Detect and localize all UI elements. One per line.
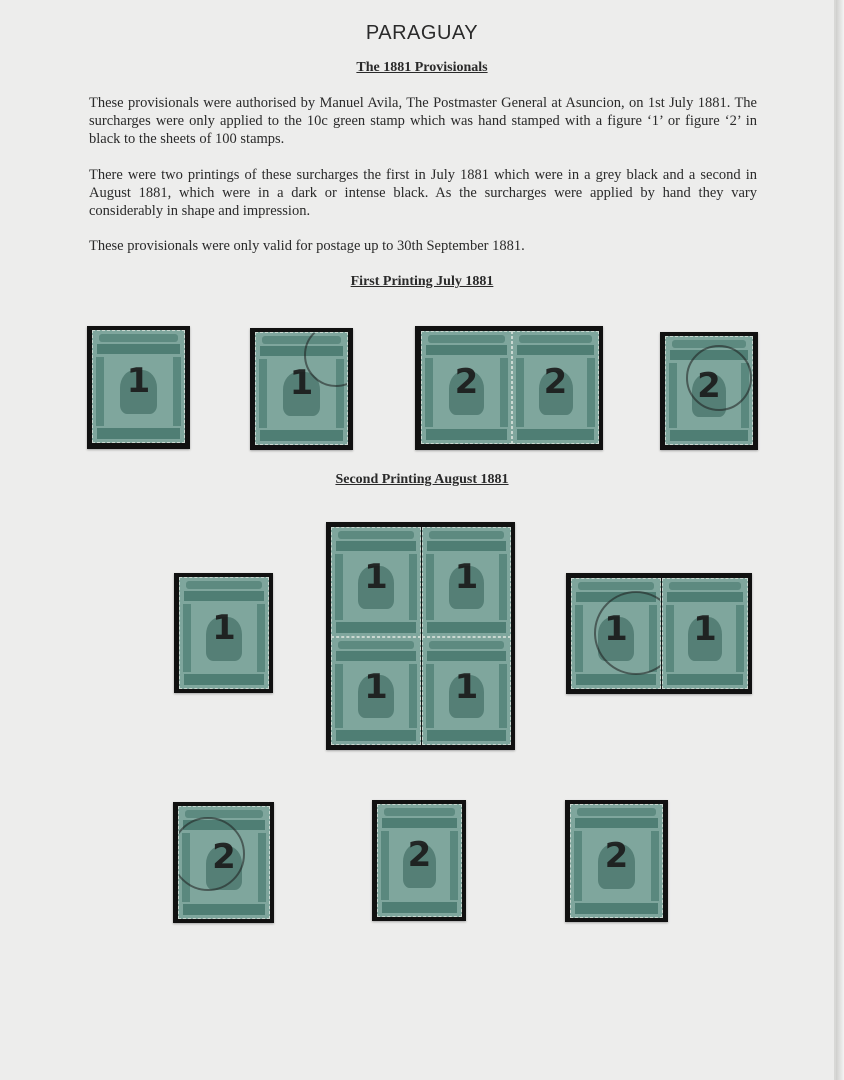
stamp-10c-surcharge-1 (422, 527, 511, 637)
surcharge-figure: 2 (212, 837, 236, 878)
stamp-10c-surcharge-1 (571, 578, 661, 689)
stamp-10c-surcharge-2 (178, 806, 270, 919)
stamp-10c-surcharge-2 (665, 336, 753, 445)
surcharge-figure: 2 (543, 362, 568, 403)
stamp-pair-mount (415, 326, 603, 450)
surcharge-figure: 1 (126, 361, 151, 402)
stamp-mount (250, 328, 353, 450)
surcharge-figure: 2 (454, 362, 479, 403)
surcharge-figure: 2 (604, 835, 629, 876)
stamp-mount (372, 800, 466, 921)
stamp-pair-mount (566, 573, 752, 694)
stamp-10c-surcharge-1 (255, 332, 348, 445)
stamp-mount (565, 800, 668, 922)
page-subtitle: The 1881 Provisionals (356, 60, 488, 75)
surcharge-figure: 1 (454, 666, 479, 707)
stamp-10c-surcharge-2 (377, 804, 462, 917)
stamp-mount (87, 326, 190, 449)
stamp-10c-surcharge-1 (331, 527, 421, 637)
surcharge-figure: 1 (454, 557, 479, 598)
surcharge-figure: 1 (693, 608, 717, 649)
surcharge-figure: 1 (364, 666, 388, 707)
surcharge-figure: 1 (604, 608, 628, 649)
surcharge-figure: 1 (289, 363, 314, 404)
validity-paragraph: These provisionals were only valid for postage up to 30th September 1881. (89, 238, 525, 254)
intro-paragraph: These provisionals were authorised by Manuel Avila, The Postmaster General at Asuncion, on 1st July 1881. The surcharges were only applied to the 10c green stamp which was hand stamped with a figure ‘1’ or figure ‘2’ in black to the sheets of 100 stamps. (89, 95, 757, 147)
surcharge-figure: 1 (364, 557, 388, 598)
stamp-10c-surcharge-2 (421, 331, 512, 444)
surcharge-figure: 2 (697, 366, 721, 407)
stamp-mount (660, 332, 758, 450)
stamp-block-mount (326, 522, 515, 750)
stamp-10c-surcharge-2 (512, 331, 599, 444)
surcharge-figure: 2 (407, 835, 432, 876)
first-printing-heading: First Printing July 1881 (350, 274, 494, 289)
page-edge (836, 0, 844, 1080)
stamp-mount (173, 802, 274, 923)
printings-paragraph: There were two printings of these surcharges the first in July 1881 which were in a grey black and a second in August 1881, which were in a dark or intense black. As the surcharges were applied by hand they vary considerably in shape and impression. (89, 167, 757, 219)
stamp-10c-surcharge-1 (331, 637, 421, 745)
stamp-mount (174, 573, 273, 693)
stamp-10c-surcharge-1 (179, 577, 269, 689)
stamp-10c-surcharge-1 (662, 578, 748, 689)
surcharge-figure: 1 (212, 608, 236, 648)
stamp-10c-surcharge-1 (92, 330, 185, 443)
page-country-title: PARAGUAY (365, 22, 479, 44)
stamp-10c-surcharge-1 (422, 637, 511, 745)
stamp-10c-surcharge-2 (570, 804, 663, 918)
second-printing-heading: Second Printing August 1881 (335, 472, 509, 487)
